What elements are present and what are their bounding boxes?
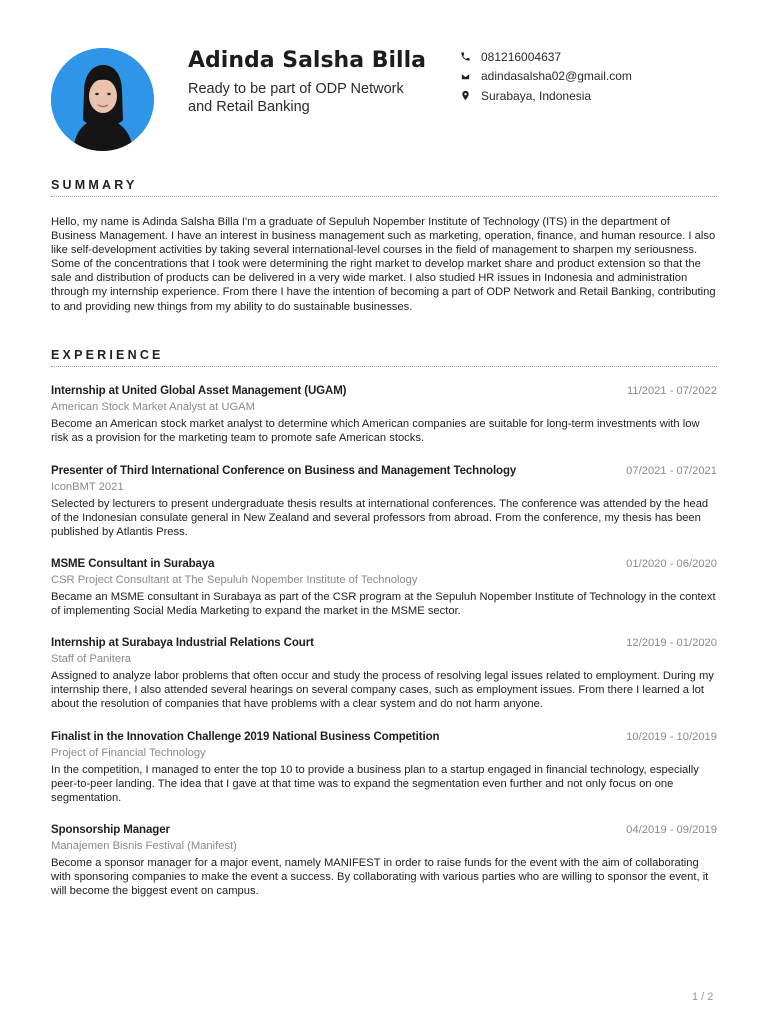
job-date: 12/2019 - 01/2020 (626, 637, 717, 649)
name-block (188, 48, 428, 116)
contact-list (460, 47, 720, 106)
experience-item (51, 731, 717, 805)
location-text: Surabaya, Indonesia (481, 88, 592, 103)
experience-item (51, 385, 717, 445)
job-organization: IconBMT 2021 (51, 481, 124, 493)
contact-phone (460, 47, 720, 67)
email-icon (460, 71, 471, 82)
resume-header (51, 47, 731, 157)
job-organization: Project of Financial Technology (51, 747, 206, 759)
summary-text: Hello, my name is Adinda Salsha Billa I'm a graduate of Sepuluh Nopember Institute of Technology (ITS) in the department of Business Management. I have an interest in business management such as marketing, operation, finance, and human resource. I also like self-development activities by taking several international-level courses in the field of management to sharpen my seriousness. Some of the concentrations that I took were determining the right market to develop market share and product extension so that the sale and distribution of products can be delivered in a very wide market. I also studied HR issues in Indonesia and administration through my internship experience. From there I have the intention of becoming a part of ODP Network and Retail Banking, contributing to and providing new things from my ability to do sustainable businesses. (51, 216, 716, 313)
job-description: Selected by lecturers to present undergraduate thesis results at international conferences. The conference was attended by the head of the Indonesian consulate general in New Zealand and several professors from abroad. From the conference, my thesis has been published by Atlantis Press. (51, 498, 709, 539)
job-date: 07/2021 - 07/2021 (626, 465, 717, 477)
summary-divider (51, 196, 717, 197)
contact-email (460, 67, 720, 87)
experience-heading: EXPERIENCE (51, 348, 164, 362)
job-description: Assigned to analyze labor problems that often occur and study the process of resolving legal issues related to employment. During my internship there, I also attended several hearings on several company cases, such as employment issues. From there I learned a lot about the resolution of companies that have problems with a clear system and do not harm anyone. (51, 670, 714, 711)
job-description: Became an MSME consultant in Surabaya as part of the CSR program at the Sepuluh Nopember Institute of Technology in the context of implementing Social Media Marketing to expand the market in the MSME sector. (51, 591, 716, 618)
job-organization: Manajemen Bisnis Festival (Manifest) (51, 840, 237, 852)
job-description: Become a sponsor manager for a major event, namely MANIFEST in order to raise funds for the event with the aim of collaborating with sponsoring companies to make the event a success. By collaborating with various parties who are willing to sponsor the event, it will become the biggest event on campus. (51, 857, 709, 898)
email-text[interactable]: adindasalsha02@gmail.com (481, 69, 632, 84)
job-title: Internship at Surabaya Industrial Relations Court (51, 637, 314, 649)
page-number: 1 / 2 (692, 991, 714, 1003)
phone-icon (460, 51, 471, 62)
phone-text[interactable]: 081216004637 (481, 49, 562, 64)
job-title: Finalist in the Innovation Challenge 2019 National Business Competition (51, 731, 440, 743)
experience-item (51, 465, 717, 539)
profile-portrait (51, 48, 154, 151)
candidate-tagline: Ready to be part of ODP Network and Retail Banking (188, 81, 404, 115)
job-title: Internship at United Global Asset Management (UGAM) (51, 385, 347, 397)
experience-divider (51, 366, 717, 367)
job-date: 11/2021 - 07/2022 (627, 385, 717, 397)
job-title: Presenter of Third International Conference on Business and Management Technology (51, 465, 517, 477)
job-organization: Staff of Panitera (51, 653, 132, 665)
job-organization: CSR Project Consultant at The Sepuluh Nopember Institute of Technology (51, 574, 418, 586)
job-date: 10/2019 - 10/2019 (626, 731, 717, 743)
job-title: Sponsorship Manager (51, 824, 170, 836)
experience-item (51, 637, 717, 711)
job-description: In the competition, I managed to enter the top 10 to provide a business plan to a startup engaged in financial technology, especially peer-to-peer landing. The idea that I gave at that time was to expand the segmentation even further and not only focus on one segmentation. (51, 764, 699, 805)
job-title: MSME Consultant in Surabaya (51, 558, 215, 570)
job-organization: American Stock Market Analyst at UGAM (51, 401, 255, 413)
experience-item (51, 558, 717, 618)
job-date: 01/2020 - 06/2020 (626, 558, 717, 570)
profile-photo (51, 48, 154, 151)
location-pin-icon (460, 90, 471, 101)
job-description: Become an American stock market analyst to determine which American companies are suitable for long-term investments with low risk as a provision for the marketing team to promote safe American stocks. (51, 418, 700, 445)
job-date: 04/2019 - 09/2019 (626, 824, 717, 836)
candidate-name: Adinda Salsha Billa (188, 48, 426, 73)
summary-heading: SUMMARY (51, 178, 138, 192)
contact-location (460, 86, 720, 106)
experience-item (51, 824, 717, 898)
